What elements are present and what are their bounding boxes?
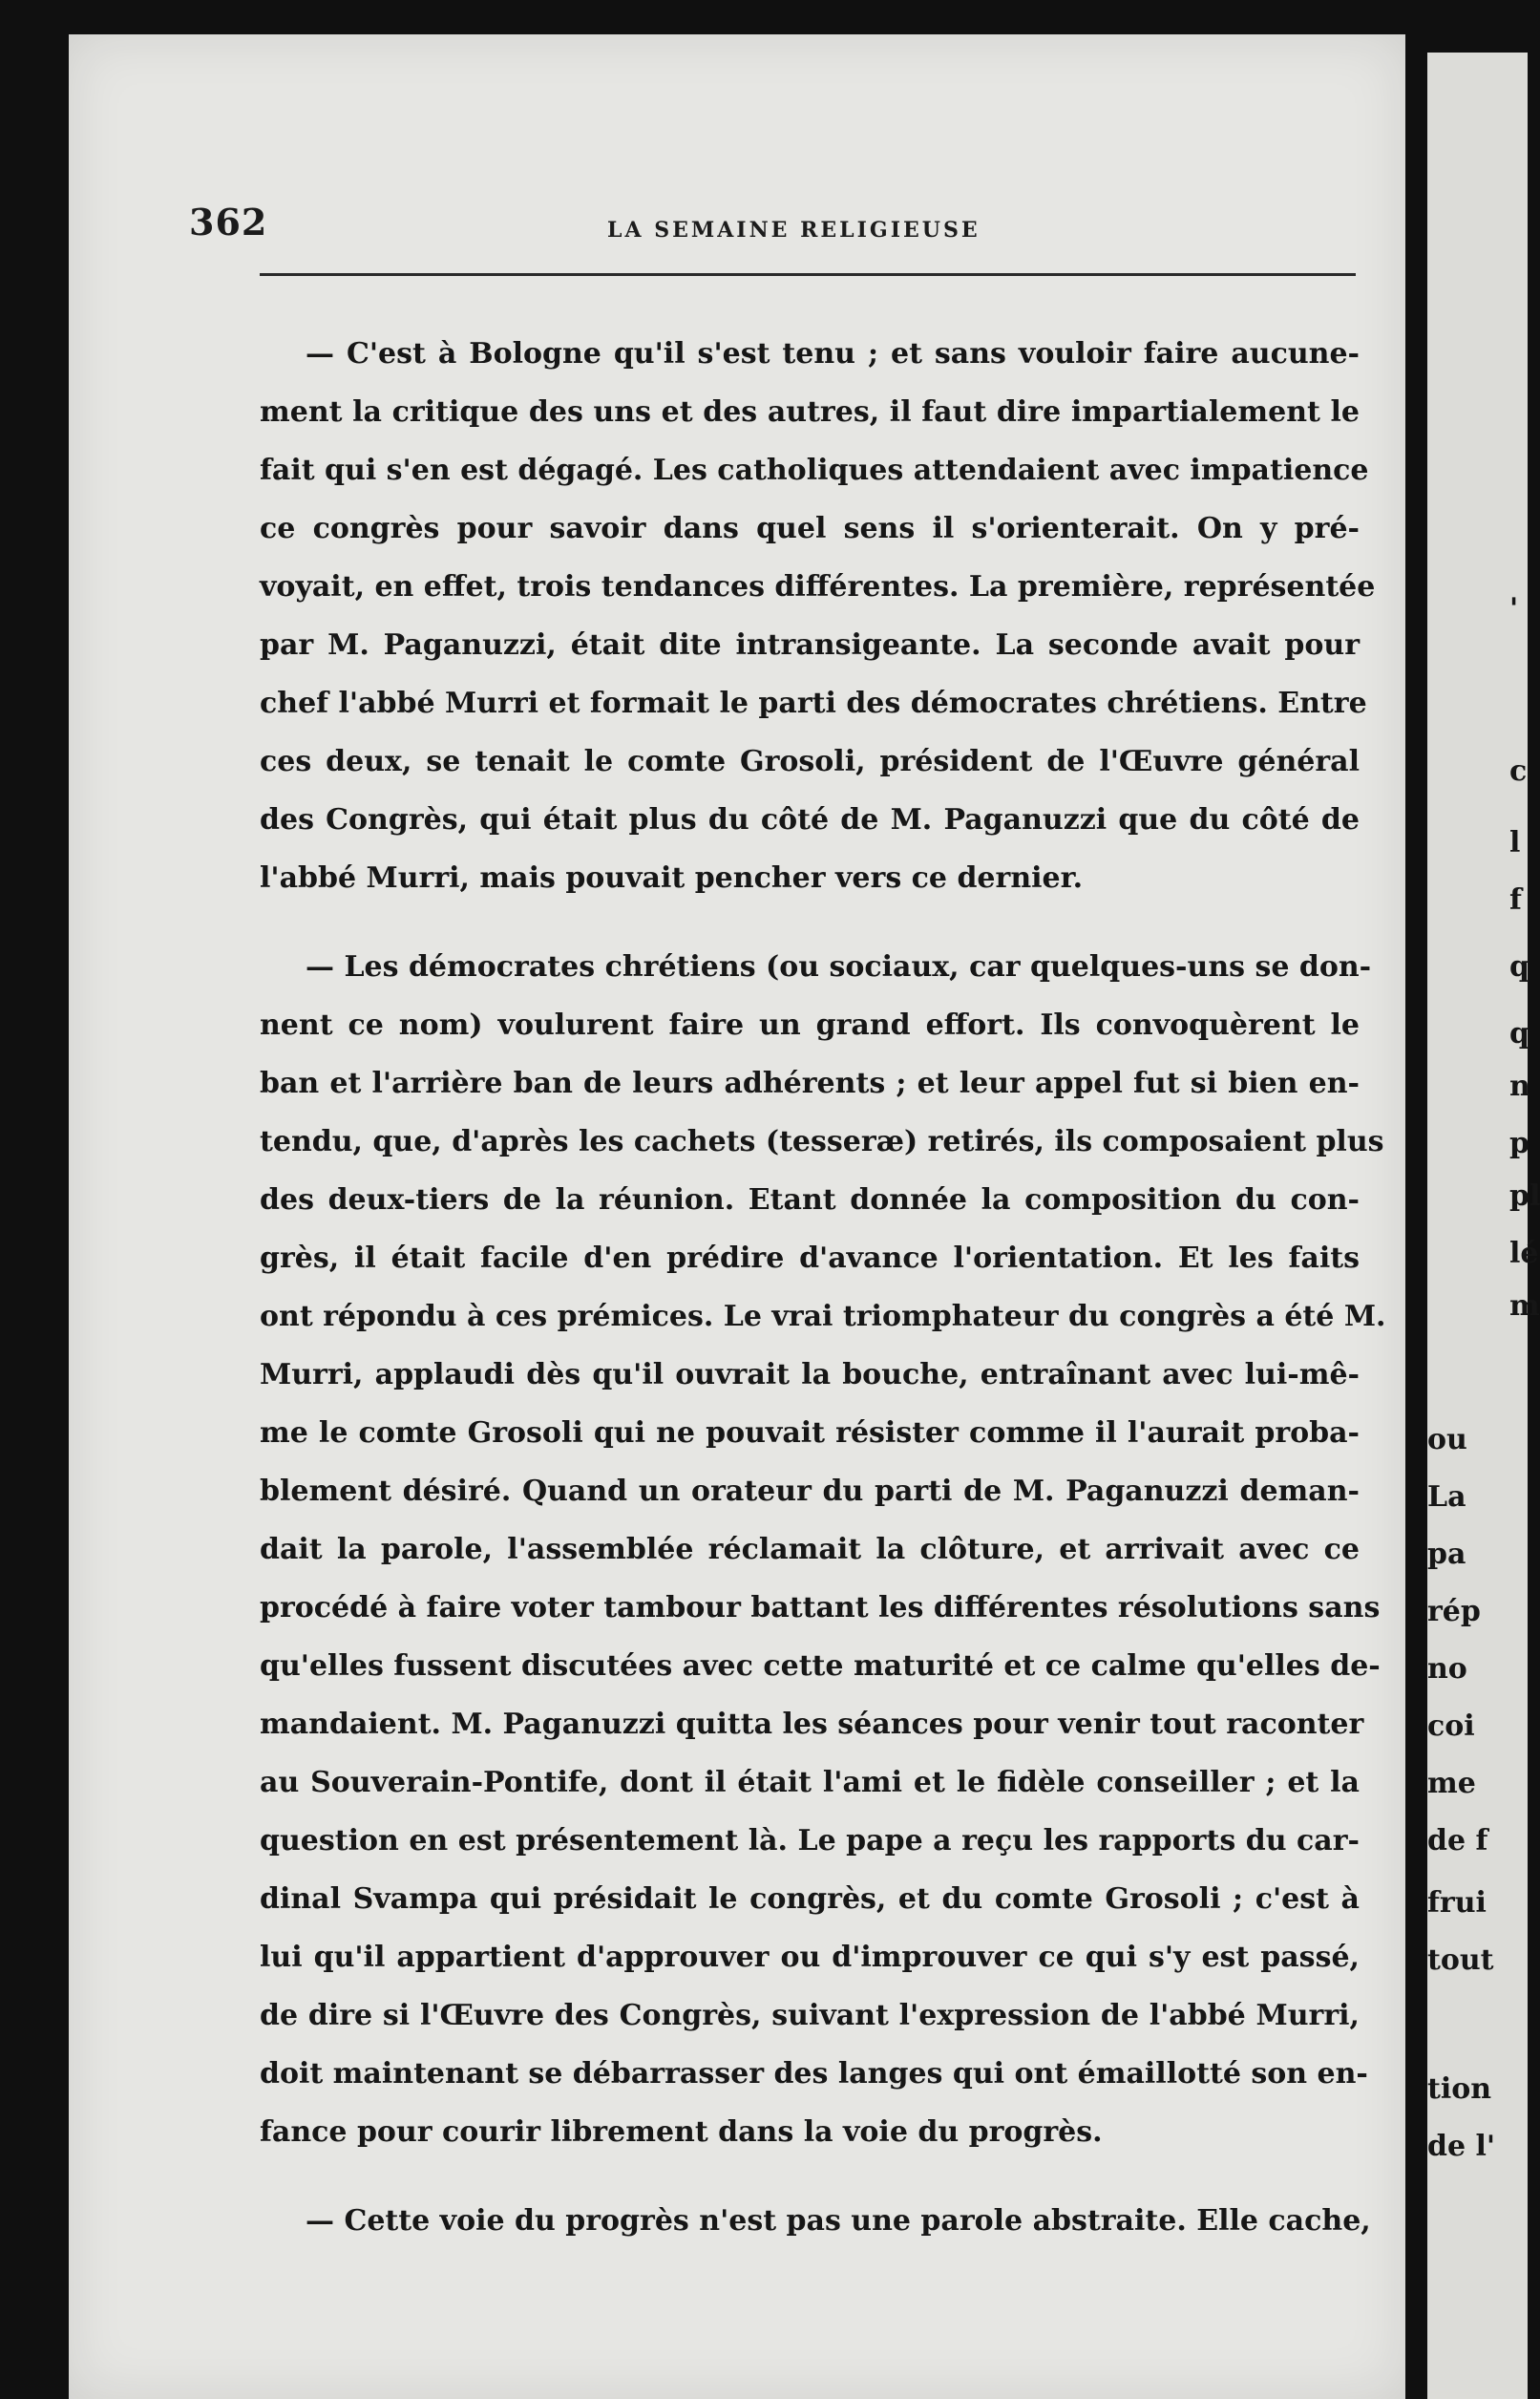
adjacent-text-fragment: rép <box>1427 1595 1481 1628</box>
text-line: — C'est à Bologne qu'il s'est tenu ; et sans vouloir faire aucune- <box>306 337 1360 371</box>
text-line: ban et l'arrière ban de leurs adhérents ; et leur appel fut si bien en- <box>260 1067 1360 1100</box>
text-line: voyait, en effet, trois tendances différentes. La première, représentée <box>260 570 1376 604</box>
text-line: ont répondu à ces prémices. Le vrai triomphateur du congrès a été M. <box>260 1300 1386 1333</box>
page-number: 362 <box>189 201 268 244</box>
text-line: par M. Paganuzzi, était dite intransigeante. La seconde avait pour <box>260 628 1360 662</box>
adjacent-text-fragment: me <box>1427 1767 1476 1800</box>
text-line: l'abbé Murri, mais pouvait pencher vers ce dernier. <box>260 861 1084 895</box>
text-line: Murri, applaudi dès qu'il ouvrait la bouche, entraînant avec lui-mê- <box>260 1358 1360 1391</box>
text-line: des deux-tiers de la réunion. Etant donnée la composition du con- <box>260 1183 1360 1217</box>
text-line: grès, il était facile d'en prédire d'avance l'orientation. Et les faits <box>260 1242 1360 1275</box>
paragraph <box>260 938 1386 2161</box>
adjacent-text-fragment: lé <box>1509 1237 1539 1270</box>
text-line: ment la critique des uns et des autres, il faut dire impartialement le <box>260 395 1360 429</box>
text-line: mandaient. M. Paganuzzi quitta les séances pour venir tout raconter <box>260 1708 1364 1741</box>
text-line: procédé à faire voter tambour battant les différentes résolutions sans <box>260 1591 1381 1624</box>
text-line: de dire si l'Œuvre des Congrès, suivant l'expression de l'abbé Murri, <box>260 1999 1360 2032</box>
adjacent-text-fragment: coi <box>1427 1709 1475 1743</box>
adjacent-text-fragment: f <box>1509 883 1522 917</box>
adjacent-text-fragment: p <box>1509 1127 1529 1160</box>
adjacent-text-fragment: La <box>1427 1480 1466 1514</box>
text-line: dinal Svampa qui présidait le congrès, et du comte Grosoli ; c'est à <box>260 1882 1360 1916</box>
header-rule <box>260 273 1356 276</box>
text-line: — Les démocrates chrétiens (ou sociaux, car quelques-uns se don- <box>306 950 1372 984</box>
text-line: qu'elles fussent discutées avec cette maturité et ce calme qu'elles de- <box>260 1649 1381 1683</box>
adjacent-text-fragment: frui <box>1427 1886 1487 1920</box>
text-line: nent ce nom) voulurent faire un grand effort. Ils convoquèrent le <box>260 1008 1360 1042</box>
adjacent-text-fragment: l <box>1509 826 1521 860</box>
adjacent-text-fragment: no <box>1427 1652 1467 1686</box>
adjacent-text-fragment: de f <box>1427 1824 1488 1858</box>
adjacent-text-fragment: ou <box>1427 1423 1467 1456</box>
adjacent-text-fragment: pa <box>1427 1538 1466 1571</box>
adjacent-text-fragment: q <box>1509 1017 1529 1051</box>
text-line: dait la parole, l'assemblée réclamait la clôture, et arrivait avec ce <box>260 1533 1360 1566</box>
text-line: au Souverain-Pontife, dont il était l'ami et le fidèle conseiller ; et la <box>260 1766 1360 1799</box>
body-text <box>260 325 1386 2281</box>
adjacent-text-fragment: c <box>1509 754 1528 788</box>
adjacent-page-edge <box>1427 53 1540 2399</box>
text-line: chef l'abbé Murri et formait le parti des démocrates chrétiens. Entre <box>260 687 1367 720</box>
text-line: lui qu'il appartient d'approuver ou d'improuver ce qui s'y est passé, <box>260 1941 1360 1974</box>
adjacent-text-fragment: q <box>1509 950 1529 984</box>
text-line: blement désiré. Quand un orateur du parti de M. Paganuzzi deman- <box>260 1475 1360 1508</box>
text-line: fait qui s'en est dégagé. Les catholiques attendaient avec impatience <box>260 454 1369 487</box>
adjacent-text-fragment: tout <box>1427 1943 1494 1977</box>
text-line: fance pour courir librement dans la voie du progrès. <box>260 2115 1103 2149</box>
adjacent-text-fragment: pl <box>1509 1179 1540 1213</box>
text-line: ce congrès pour savoir dans quel sens il s'orienterait. On y pré- <box>260 512 1360 545</box>
text-line: — Cette voie du progrès n'est pas une parole abstraite. Elle cache, <box>306 2204 1371 2238</box>
text-line: ces deux, se tenait le comte Grosoli, président de l'Œuvre général <box>260 745 1360 778</box>
text-line: des Congrès, qui était plus du côté de M. Paganuzzi que du côté de <box>260 803 1360 837</box>
paragraph <box>260 325 1376 907</box>
adjacent-text-fragment: tion <box>1427 2072 1492 2106</box>
adjacent-text-fragment: n <box>1509 1070 1530 1103</box>
text-line: me le comte Grosoli qui ne pouvait résister comme il l'aurait proba- <box>260 1416 1360 1450</box>
adjacent-text-fragment: de l' <box>1427 2130 1496 2163</box>
paragraph <box>260 2192 1371 2250</box>
running-title: LA SEMAINE RELIGIEUSE <box>607 218 981 243</box>
text-line: question en est présentement là. Le pape a reçu les rapports du car- <box>260 1824 1360 1858</box>
adjacent-text-fragment: m <box>1509 1289 1540 1323</box>
text-line: tendu, que, d'après les cachets (tesseræ) retirés, ils composaient plus <box>260 1125 1384 1158</box>
adjacent-text-fragment: ' <box>1509 592 1519 626</box>
text-line: doit maintenant se débarrasser des langes qui ont émaillotté son en- <box>260 2057 1368 2091</box>
